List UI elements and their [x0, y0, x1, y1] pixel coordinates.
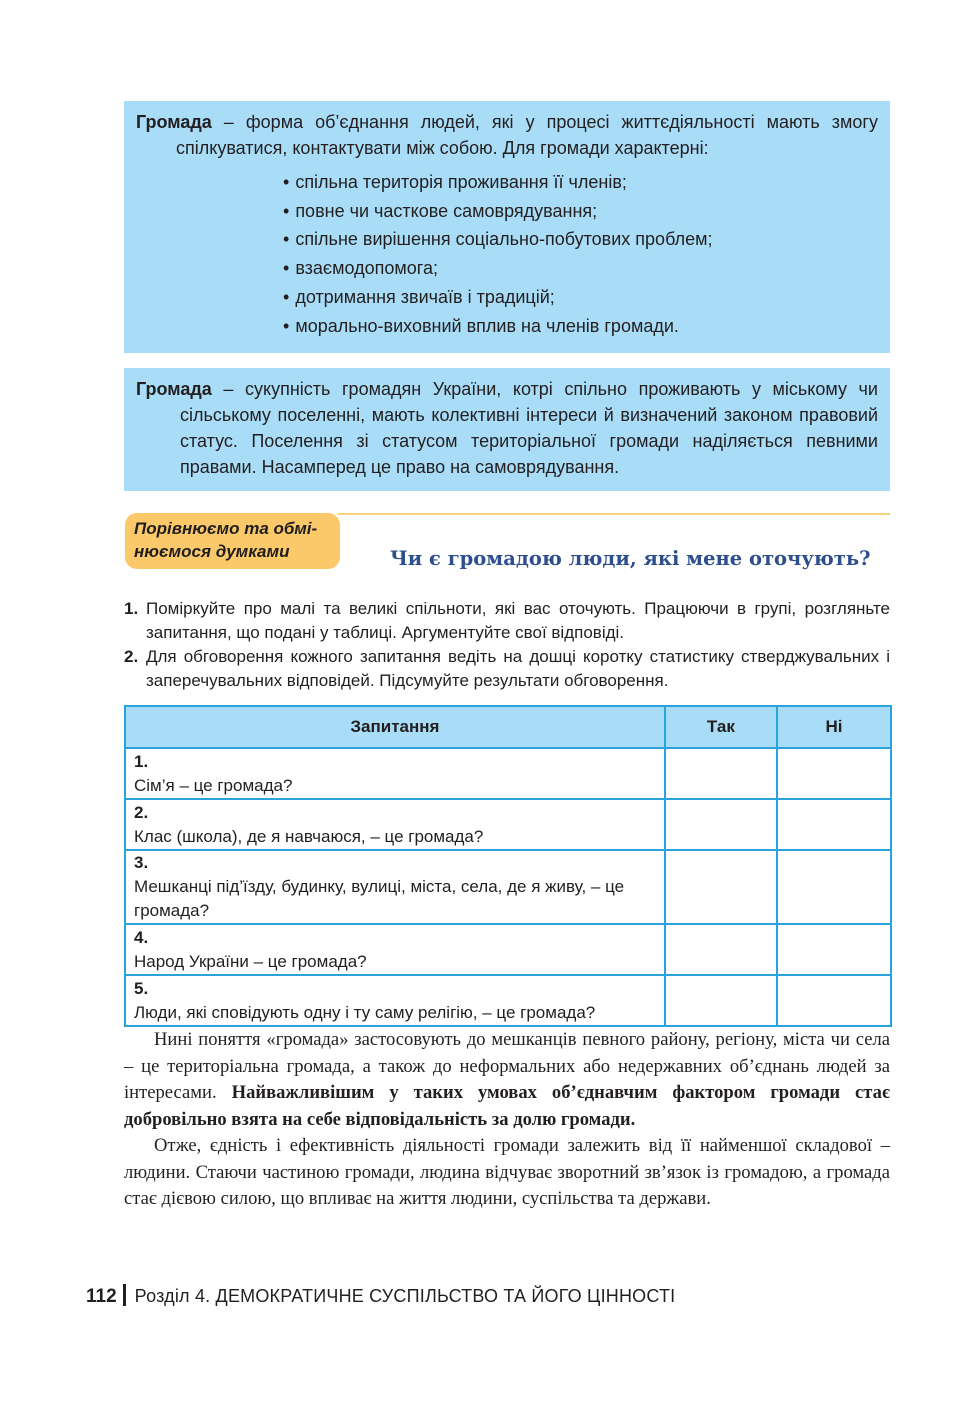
question-cell [125, 975, 665, 1026]
header-yes: Так [665, 706, 777, 748]
task-list [124, 597, 890, 693]
question-text: Люди, які сповідують одну і ту саму релігію, – це громада? [134, 1002, 596, 1022]
task-item [124, 597, 890, 645]
definition-text [136, 376, 878, 480]
yes-cell[interactable] [665, 799, 777, 850]
page-number: 112 [86, 1286, 117, 1307]
question-number: 5. [134, 978, 149, 998]
table-row [125, 850, 891, 924]
question-cell [125, 924, 665, 975]
characteristics-list [136, 168, 878, 340]
no-cell[interactable] [777, 975, 891, 1026]
section-divider [338, 513, 890, 515]
task-number: 2. [124, 647, 139, 666]
yes-cell[interactable] [665, 748, 777, 799]
question-cell [125, 748, 665, 799]
paragraph-text: Нині поняття «громада» застосовують до мешканців певного району, регіону, міста чи села – це територіальна громада, а також до неформальних або недержавних об’єднань людей за інтересами. [124, 1029, 890, 1103]
list-item: • дотримання звичаїв і традицій; [283, 283, 878, 312]
table-row [125, 799, 891, 850]
definition-box-1 [124, 101, 890, 353]
definition-body: – форма об’єднання людей, які у процесі життєдіяльності мають змогу спілкуватися, контактувати між собою. Для громади характерні: [176, 112, 878, 158]
table-header-row [125, 706, 891, 748]
definition-term: Громада [136, 379, 212, 399]
no-cell[interactable] [777, 748, 891, 799]
yes-cell[interactable] [665, 975, 777, 1026]
no-cell[interactable] [777, 799, 891, 850]
list-item: • повне чи часткове самоврядування; [283, 197, 878, 226]
questions-table [124, 705, 892, 1027]
header-no: Ні [777, 706, 891, 748]
footer-separator [123, 1284, 126, 1306]
task-item [124, 645, 890, 693]
yes-cell[interactable] [665, 924, 777, 975]
definition-box-2 [124, 368, 890, 491]
list-item: • спільна територія проживання її членів; [283, 168, 878, 197]
definition-body: – сукупність громадян України, котрі спільно проживають у міському чи сільському поселенні, мають колективні інтереси й визначений законом правовий статус. Поселення зі статусом територіальної громади наділяється певними правами. Насамперед це право на самоврядування. [180, 379, 878, 477]
chapter-title: Розділ 4. ДЕМОКРАТИЧНЕ СУСПІЛЬСТВО ТА ЙОГО ЦІННОСТІ [134, 1286, 676, 1306]
question-text: Мешканці під’їзду, будинку, вулиці, міста, села, де я живу, – це громада? [134, 877, 625, 920]
question-text: Сім’я – це громада? [134, 775, 293, 795]
task-number: 1. [124, 599, 139, 618]
body-text [124, 1027, 890, 1213]
question-number: 4. [134, 927, 149, 947]
table-row [125, 924, 891, 975]
question-cell [125, 850, 665, 924]
list-item: • взаємодопомога; [283, 254, 878, 283]
yes-cell[interactable] [665, 850, 777, 924]
question-text: Народ України – це громада? [134, 951, 367, 971]
activity-badge: Порівнюємо та обмінюємося думками [125, 513, 340, 569]
table-row [125, 975, 891, 1026]
paragraph [124, 1027, 890, 1133]
definition-text [136, 109, 878, 161]
list-item: • морально-виховний вплив на членів громади. [283, 312, 878, 341]
header-question: Запитання [125, 706, 665, 748]
no-cell[interactable] [777, 924, 891, 975]
list-item: • спільне вирішення соціально-побутових проблем; [283, 225, 878, 254]
paragraph: Отже, єдність і ефективність діяльності громади залежить від її найменшої складової – людини. Стаючи частиною громади, людина відчуває зворотний зв’язок із громадою, а громада стає дієвою силою, що впливає на життя людини, суспільства та держави. [124, 1135, 890, 1209]
no-cell[interactable] [777, 850, 891, 924]
question-text: Клас (школа), де я навчаюся, – це громада? [134, 826, 484, 846]
question-number: 3. [134, 853, 149, 872]
section-title: Чи є громадою люди, які мене оточують? [390, 547, 871, 570]
task-text: Для обговорення кожного запитання ведіть на дошці коротку статистику стверджувальних і заперечувальних відповідей. Підсумуйте результати обговорення. [146, 647, 890, 690]
page-footer [86, 1284, 675, 1308]
paragraph-bold-text: Найважливішим у таких умовах об’єднавчим фактором громади стає добровільно взята на себе відповідальність за долю громади. [124, 1082, 890, 1130]
question-number: 1. [134, 751, 149, 771]
definition-term: Громада [136, 112, 212, 132]
table-row [125, 748, 891, 799]
question-number: 2. [134, 802, 149, 822]
task-text: Поміркуйте про малі та великі спільноти, які вас оточують. Працюючи в групі, розгляньте запитання, що подані у таблиці. Аргументуйте свої відповіді. [146, 599, 890, 642]
question-cell [125, 799, 665, 850]
